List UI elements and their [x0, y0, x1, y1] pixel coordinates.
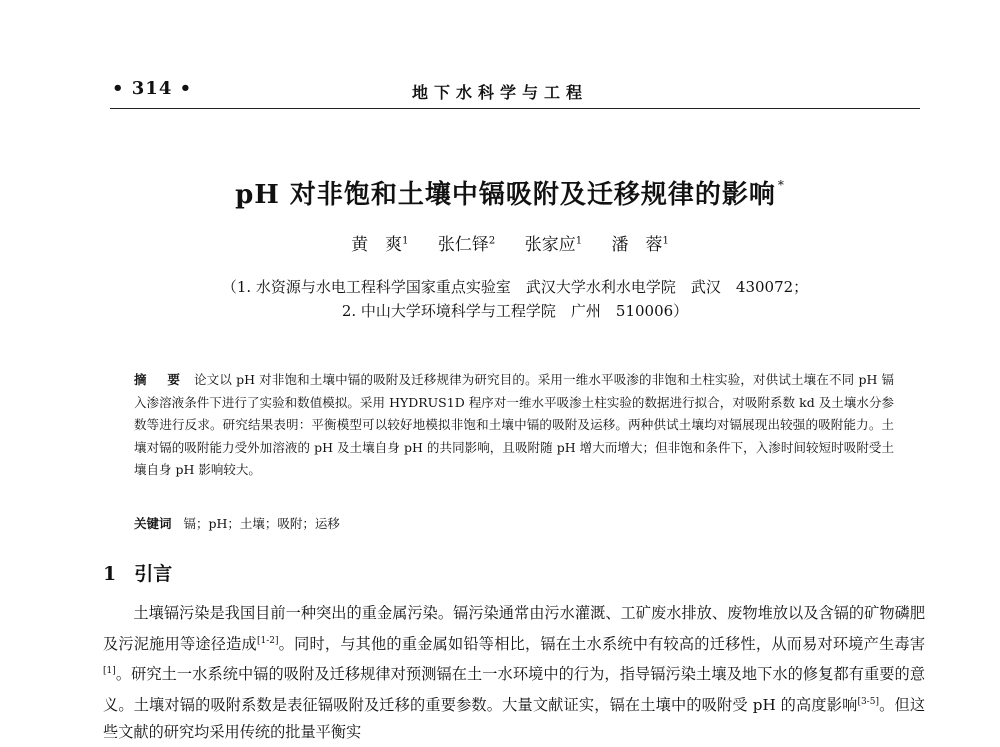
author-name: 潘 蓉	[611, 235, 663, 255]
page-number: • 314 •	[112, 78, 193, 99]
citation: [1-2]	[256, 635, 279, 646]
text-run: 。同时，与其他的重金属如铅等相比，镉在土水系统中有较高的迁移性，从而易对环境产生毒害	[278, 634, 926, 653]
abstract-label: 摘 要	[134, 372, 184, 387]
article-title-text: pH 对非饱和土壤中镉吸附及迁移规律的影响	[235, 180, 776, 210]
author-affil-mark: 2	[488, 235, 496, 247]
abstract	[134, 369, 894, 482]
citation: [1]	[103, 666, 116, 677]
author-list	[110, 230, 910, 255]
author	[351, 235, 408, 255]
affiliation-line: 2. 中山大学环境科学与工程学院 广州 510006）	[341, 302, 689, 320]
author-name: 张仁铎	[437, 235, 489, 255]
section-number: 1	[103, 563, 117, 585]
author	[438, 235, 495, 255]
abstract-text: 论文以 pH 对非饱和土壤中镉的吸附及迁移规律为研究目的。采用一维水平吸渗的非饱和土柱实验，对供试土壤在不同 pH 镉入渗溶液条件下进行了实验和数值模拟。采用 HYDRUS1D 程序对一维水平吸渗土柱实验的数据进行拟合，对吸附系数 kd 及土壤水分参数等进行反求。研究结果表明：平衡模型可以较好地模拟非饱和土壤中镉的吸附及运移。两种供试土壤均对镉展现出较强的吸附能力。土壤对镉的吸附能力受外加溶液的 pH 及土壤自身 pH 的共同影响，且吸附随 pH 增大而增大；但非饱和条件下，入渗时间较短时吸附受土壤自身 pH 影响较大。	[134, 372, 894, 477]
text-run: 土壤镉污染是我国目前一种突出的重金属污染。镉污染通常由污水灌溉、工矿废水排放、废物堆放以及含镉的矿物磷肥及污泥施用等途径造成	[103, 604, 925, 653]
keywords-label: 关键词	[134, 516, 172, 531]
author	[611, 235, 668, 255]
author-name: 黄 爽	[351, 235, 403, 255]
author-affil-mark: 1	[402, 235, 409, 247]
author	[525, 235, 582, 255]
article-title	[110, 174, 910, 211]
text-run: 。但这些文献的研究均采用传统的批量平衡实	[103, 695, 926, 742]
keywords-text: 镉；pH；土壤；吸附；运移	[183, 516, 340, 531]
citation: [3-5]	[857, 696, 879, 707]
section-title: 引言	[134, 563, 173, 585]
author-affil-mark: 1	[662, 235, 669, 247]
body-text	[103, 600, 925, 747]
text-run: 。研究土一水系统中镉的吸附及迁移规律对预测镉在土一水环境中的行为，指导镉污染土壤及地下水的修复都有重要的意义。土壤对镉的吸附系数是表征镉吸附及迁移的重要参数。大量文献证实，镉在土壤中的吸附受 pH 的高度影响	[103, 665, 925, 714]
section-heading	[103, 559, 172, 586]
header-rule	[110, 108, 920, 109]
keywords	[134, 514, 894, 532]
journal-name: 地下水科学与工程	[411, 83, 588, 102]
affiliation-line: （1. 水资源与水电工程科学国家重点实验室 武汉大学水利水电学院 武汉 430072；	[221, 278, 809, 296]
title-footnote-mark: *	[777, 178, 785, 192]
author-affil-mark: 1	[575, 235, 583, 247]
author-name: 张家应	[524, 235, 576, 255]
paragraph	[103, 600, 925, 747]
